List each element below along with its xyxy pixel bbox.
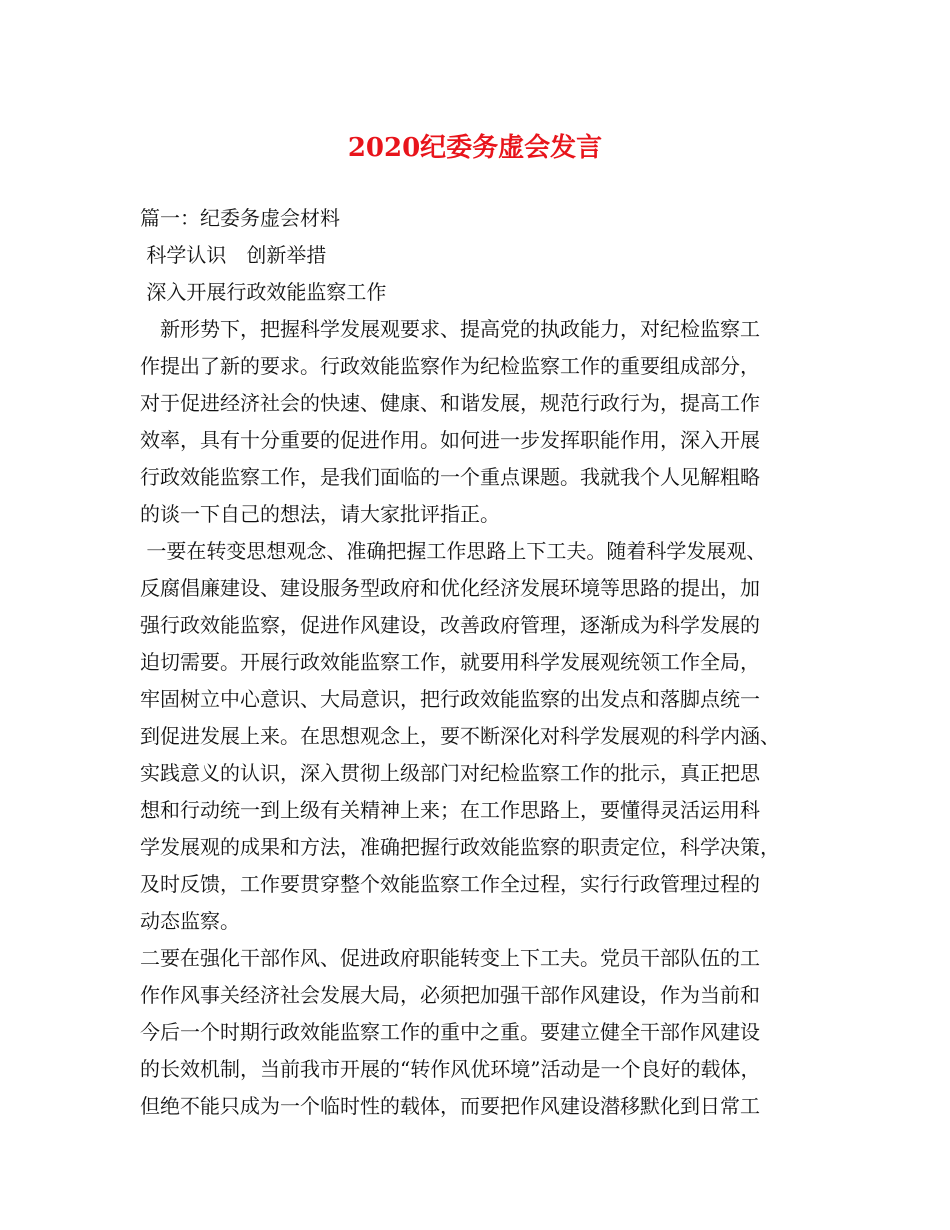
text-line: 二要在强化干部作风、促进政府职能转变上下工夫。党员干部队伍的工 bbox=[140, 946, 760, 970]
text-line: 强行政效能监察，促进作风建设，改善政府管理，逐渐成为科学发展的 bbox=[140, 613, 760, 637]
document-title: 2020纪委务虚会发言 bbox=[347, 133, 603, 163]
text-line: 想和行动统一到上级有关精神上来；在工作思路上，要懂得灵活运用科 bbox=[140, 798, 760, 822]
text-line: 新形势下，把握科学发展观要求、提高党的执政能力，对纪检监察工 bbox=[140, 317, 760, 341]
text-line: 的谈一下自己的想法，请大家批评指正。 bbox=[140, 502, 500, 526]
text-line: 效率，具有十分重要的促进作用。如何进一步发挥职能作用，深入开展 bbox=[140, 428, 760, 452]
text-line: 对于促进经济社会的快速、健康、和谐发展，规范行政行为，提高工作 bbox=[140, 391, 760, 415]
text-line: 的长效机制，当前我市开展的“转作风优环境”活动是一个良好的载体， bbox=[140, 1057, 761, 1081]
text-line: 科学认识 创新举措 bbox=[140, 243, 327, 267]
text-line: 到促进发展上来。在思想观念上，要不断深化对科学发展观的科学内涵、 bbox=[140, 724, 780, 748]
text-line: 动态监察。 bbox=[140, 909, 240, 933]
text-line: 学发展观的成果和方法，准确把握行政效能监察的职责定位，科学决策， bbox=[140, 835, 780, 859]
text-line: 今后一个时期行政效能监察工作的重中之重。要建立健全干部作风建设 bbox=[140, 1020, 760, 1044]
text-line: 迫切需要。开展行政效能监察工作，就要用科学发展观统领工作全局， bbox=[140, 650, 760, 674]
text-line: 一要在转变思想观念、准确把握工作思路上下工夫。随着科学发展观、 bbox=[140, 539, 767, 563]
document-body bbox=[140, 200, 830, 1125]
text-line: 篇一：纪委务虚会材料 bbox=[140, 206, 340, 230]
text-line: 但绝不能只成为一个临时性的载体，而要把作风建设潜移默化到日常工 bbox=[140, 1094, 760, 1118]
text-line: 及时反馈，工作要贯穿整个效能监察工作全过程，实行行政管理过程的 bbox=[140, 872, 760, 896]
text-line: 作提出了新的要求。行政效能监察作为纪检监察工作的重要组成部分， bbox=[140, 354, 760, 378]
text-line: 深入开展行政效能监察工作 bbox=[140, 280, 387, 304]
text-line: 实践意义的认识，深入贯彻上级部门对纪检监察工作的批示，真正把思 bbox=[140, 761, 760, 785]
text-line: 作作风事关经济社会发展大局，必须把加强干部作风建设，作为当前和 bbox=[140, 983, 760, 1007]
text-line: 牢固树立中心意识、大局意识，把行政效能监察的出发点和落脚点统一 bbox=[140, 687, 760, 711]
text-line: 行政效能监察工作，是我们面临的一个重点课题。我就我个人见解粗略 bbox=[140, 465, 760, 489]
text-line: 反腐倡廉建设、建设服务型政府和优化经济发展环境等思路的提出，加 bbox=[140, 576, 760, 600]
